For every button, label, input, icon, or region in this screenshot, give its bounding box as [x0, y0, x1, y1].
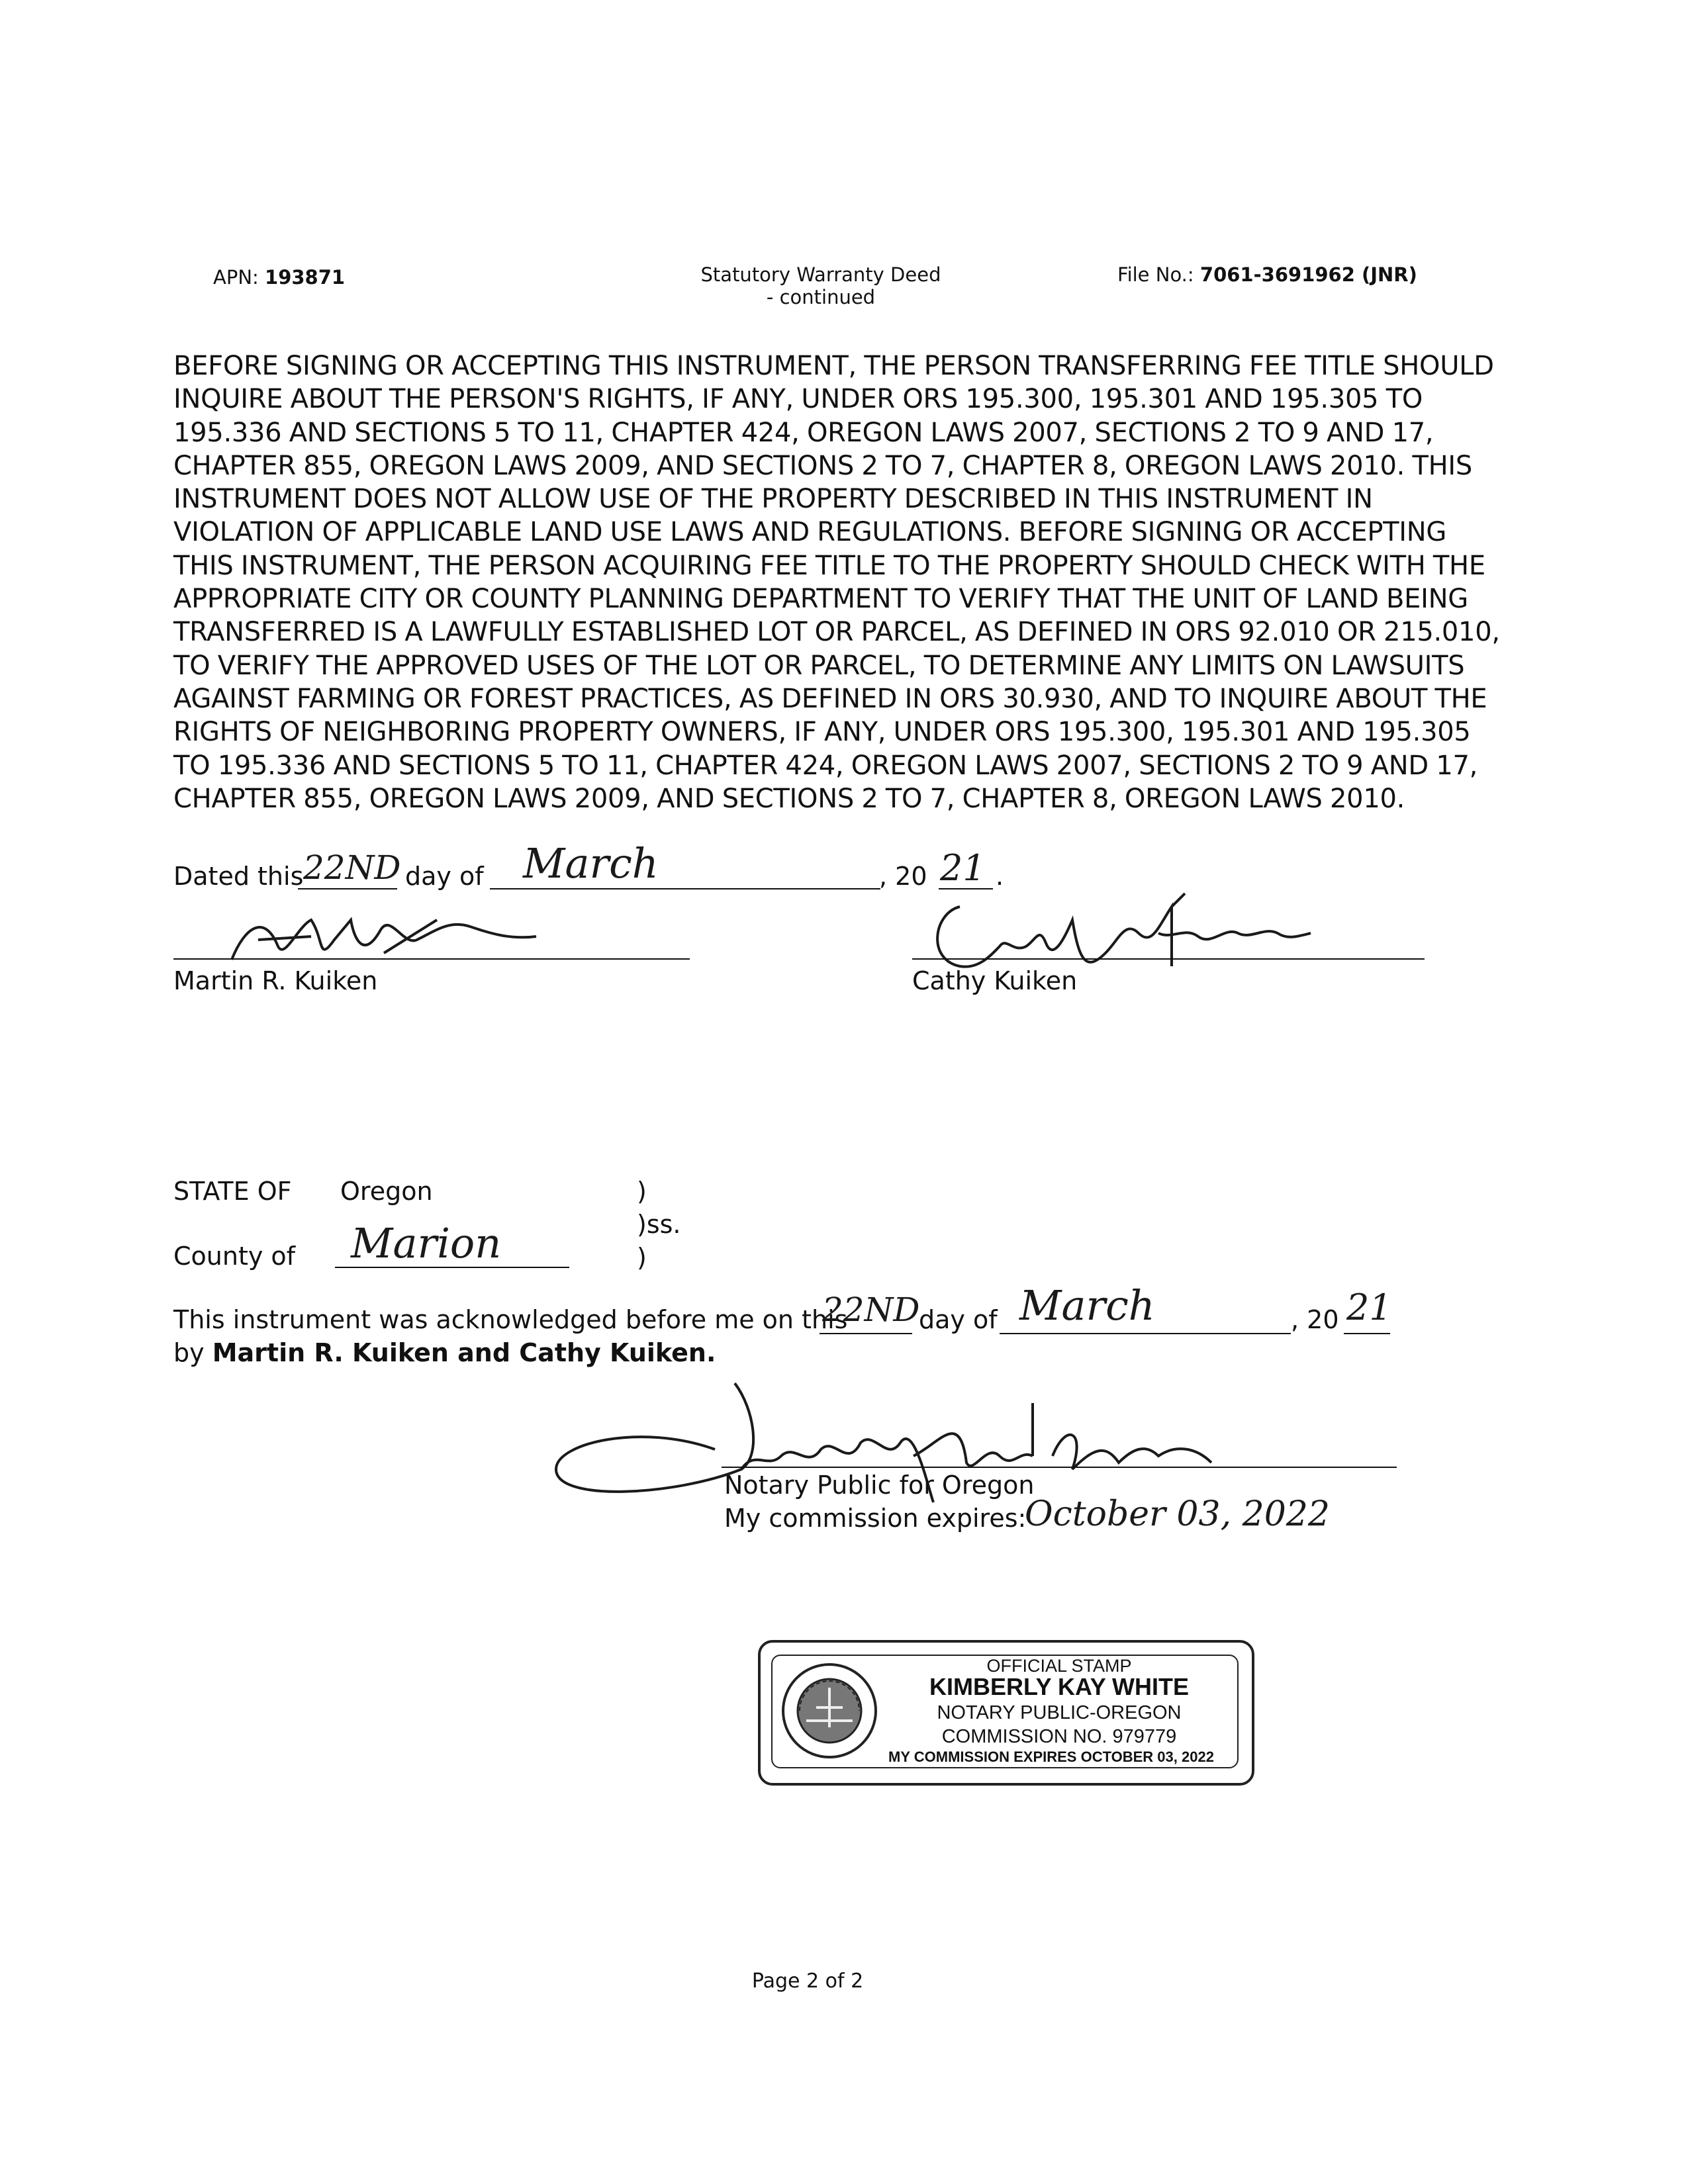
ack-month-handwritten: March — [1019, 1281, 1155, 1330]
paragraph-line: 195.336 AND SECTIONS 5 TO 11, CHAPTER 424, OREGON LAWS 2007, SECTIONS 2 TO 9 AND 17, — [173, 417, 1434, 448]
county-label: County of — [173, 1242, 296, 1271]
dated-middle: day of — [405, 862, 484, 891]
county-handwritten: Marion — [351, 1219, 502, 1267]
paragraph-line: VIOLATION OF APPLICABLE LAND USE LAWS AND REGULATIONS. BEFORE SIGNING OR ACCEPTING — [173, 517, 1447, 548]
paragraph-line: CHAPTER 855, OREGON LAWS 2009, AND SECTIONS 2 TO 7, CHAPTER 8, OREGON LAWS 2010. — [173, 783, 1405, 814]
paragraph-line: THIS INSTRUMENT, THE PERSON ACQUIRING FEE TITLE TO THE PROPERTY SHOULD CHECK WITH THE — [173, 550, 1485, 581]
paragraph-line: TRANSFERRED IS A LAWFULLY ESTABLISHED LOT OR PARCEL, AS DEFINED IN ORS 92.010 OR 215.010, — [173, 617, 1500, 648]
stamp-line-commission: COMMISSION NO. 979779 — [941, 1726, 1177, 1747]
paragraph-line: RIGHTS OF NEIGHBORING PROPERTY OWNERS, IF ANY, UNDER ORS 195.300, 195.301 AND 195.305 — [173, 717, 1471, 748]
state-label: STATE OF — [173, 1177, 292, 1206]
oregon-seal-icon — [780, 1661, 879, 1760]
cathy-signature-line — [912, 958, 1425, 960]
county-underline — [335, 1267, 569, 1268]
notary-expires-handwritten: October 03, 2022 — [1025, 1494, 1330, 1534]
ack-prefix: This instrument was acknowledged before me on this — [173, 1305, 848, 1334]
apn-label: APN: — [213, 266, 259, 289]
martin-signature-line — [173, 958, 690, 960]
dated-year-prefix: , 20 — [879, 862, 927, 891]
dated-day-underline — [298, 888, 397, 889]
page-number: Page 2 of 2 — [751, 1970, 864, 1993]
paragraph-line: BEFORE SIGNING OR ACCEPTING THIS INSTRUMENT, THE PERSON TRANSFERRING FEE TITLE SHOULD — [173, 351, 1494, 381]
notice-paragraph — [173, 349, 1500, 815]
notary-expires-label: My commission expires: — [724, 1504, 1027, 1533]
paragraph-line: APPROPRIATE CITY OR COUNTY PLANNING DEPARTMENT TO VERIFY THAT THE UNIT OF LAND BEING — [173, 584, 1468, 615]
ack-year-underline — [1344, 1333, 1390, 1334]
paragraph-line: INSTRUMENT DOES NOT ALLOW USE OF THE PROPERTY DESCRIBED IN THIS INSTRUMENT IN — [173, 484, 1373, 515]
apn-value: 193871 — [265, 266, 346, 289]
paragraph-line: CHAPTER 855, OREGON LAWS 2009, AND SECTIONS 2 TO 7, CHAPTER 8, OREGON LAWS 2010. THIS — [173, 450, 1472, 481]
file-number-field — [1117, 263, 1417, 286]
ack-day-handwritten: 22ND — [822, 1291, 920, 1329]
document-title-block — [669, 263, 973, 308]
file-label: File No.: — [1117, 263, 1194, 286]
stamp-line-expires: MY COMMISSION EXPIRES OCTOBER 03, 2022 — [888, 1749, 1214, 1765]
dated-suffix: . — [996, 862, 1004, 891]
ack-middle: day of — [919, 1305, 998, 1334]
dated-year-handwritten: 21 — [940, 847, 986, 889]
dated-day-handwritten: 22ND — [303, 848, 401, 887]
notary-signature-line — [722, 1467, 1397, 1468]
ack-year-prefix: , 20 — [1291, 1305, 1339, 1334]
martin-signature — [218, 900, 563, 973]
ack-day-underline — [820, 1333, 912, 1334]
ack-by-names: Martin R. Kuiken and Cathy Kuiken. — [212, 1338, 716, 1367]
ack-by-line — [173, 1338, 716, 1367]
left-signer-name: Martin R. Kuiken — [173, 966, 378, 995]
venue-paren-bottom: ) — [637, 1243, 647, 1272]
paragraph-line: TO 195.336 AND SECTIONS 5 TO 11, CHAPTER 424, OREGON LAWS 2007, SECTIONS 2 TO 9 AND 17, — [173, 750, 1478, 781]
notary-title: Notary Public for Oregon — [724, 1471, 1035, 1500]
ack-month-underline — [1000, 1333, 1291, 1334]
venue-paren-ss: )ss. — [637, 1210, 681, 1239]
file-value: 7061-3691962 (JNR) — [1199, 263, 1417, 286]
document-title: Statutory Warranty Deed — [700, 263, 941, 286]
paragraph-line: TO VERIFY THE APPROVED USES OF THE LOT OR PARCEL, TO DETERMINE ANY LIMITS ON LAWSUITS — [173, 650, 1465, 681]
state-value: Oregon — [340, 1177, 433, 1206]
stamp-line-title: NOTARY PUBLIC-OREGON — [937, 1702, 1182, 1723]
paragraph-line: AGAINST FARMING OR FOREST PRACTICES, AS DEFINED IN ORS 30.930, AND TO INQUIRE ABOUT THE — [173, 683, 1487, 714]
dated-prefix: Dated this — [173, 862, 304, 891]
stamp-line-official: OFFICIAL STAMP — [986, 1656, 1132, 1676]
ack-year-handwritten: 21 — [1346, 1287, 1392, 1328]
right-signer-name: Cathy Kuiken — [912, 966, 1078, 995]
ack-by-label: by — [173, 1338, 205, 1367]
apn-field — [213, 266, 345, 289]
dated-month-underline — [490, 888, 880, 889]
document-subtitle: - continued — [766, 286, 876, 308]
paragraph-line: INQUIRE ABOUT THE PERSON'S RIGHTS, IF ANY, UNDER ORS 195.300, 195.301 AND 195.305 TO — [173, 384, 1423, 415]
venue-paren-top: ) — [637, 1177, 647, 1206]
dated-month-handwritten: March — [523, 839, 659, 887]
stamp-line-name: KIMBERLY KAY WHITE — [929, 1673, 1190, 1700]
